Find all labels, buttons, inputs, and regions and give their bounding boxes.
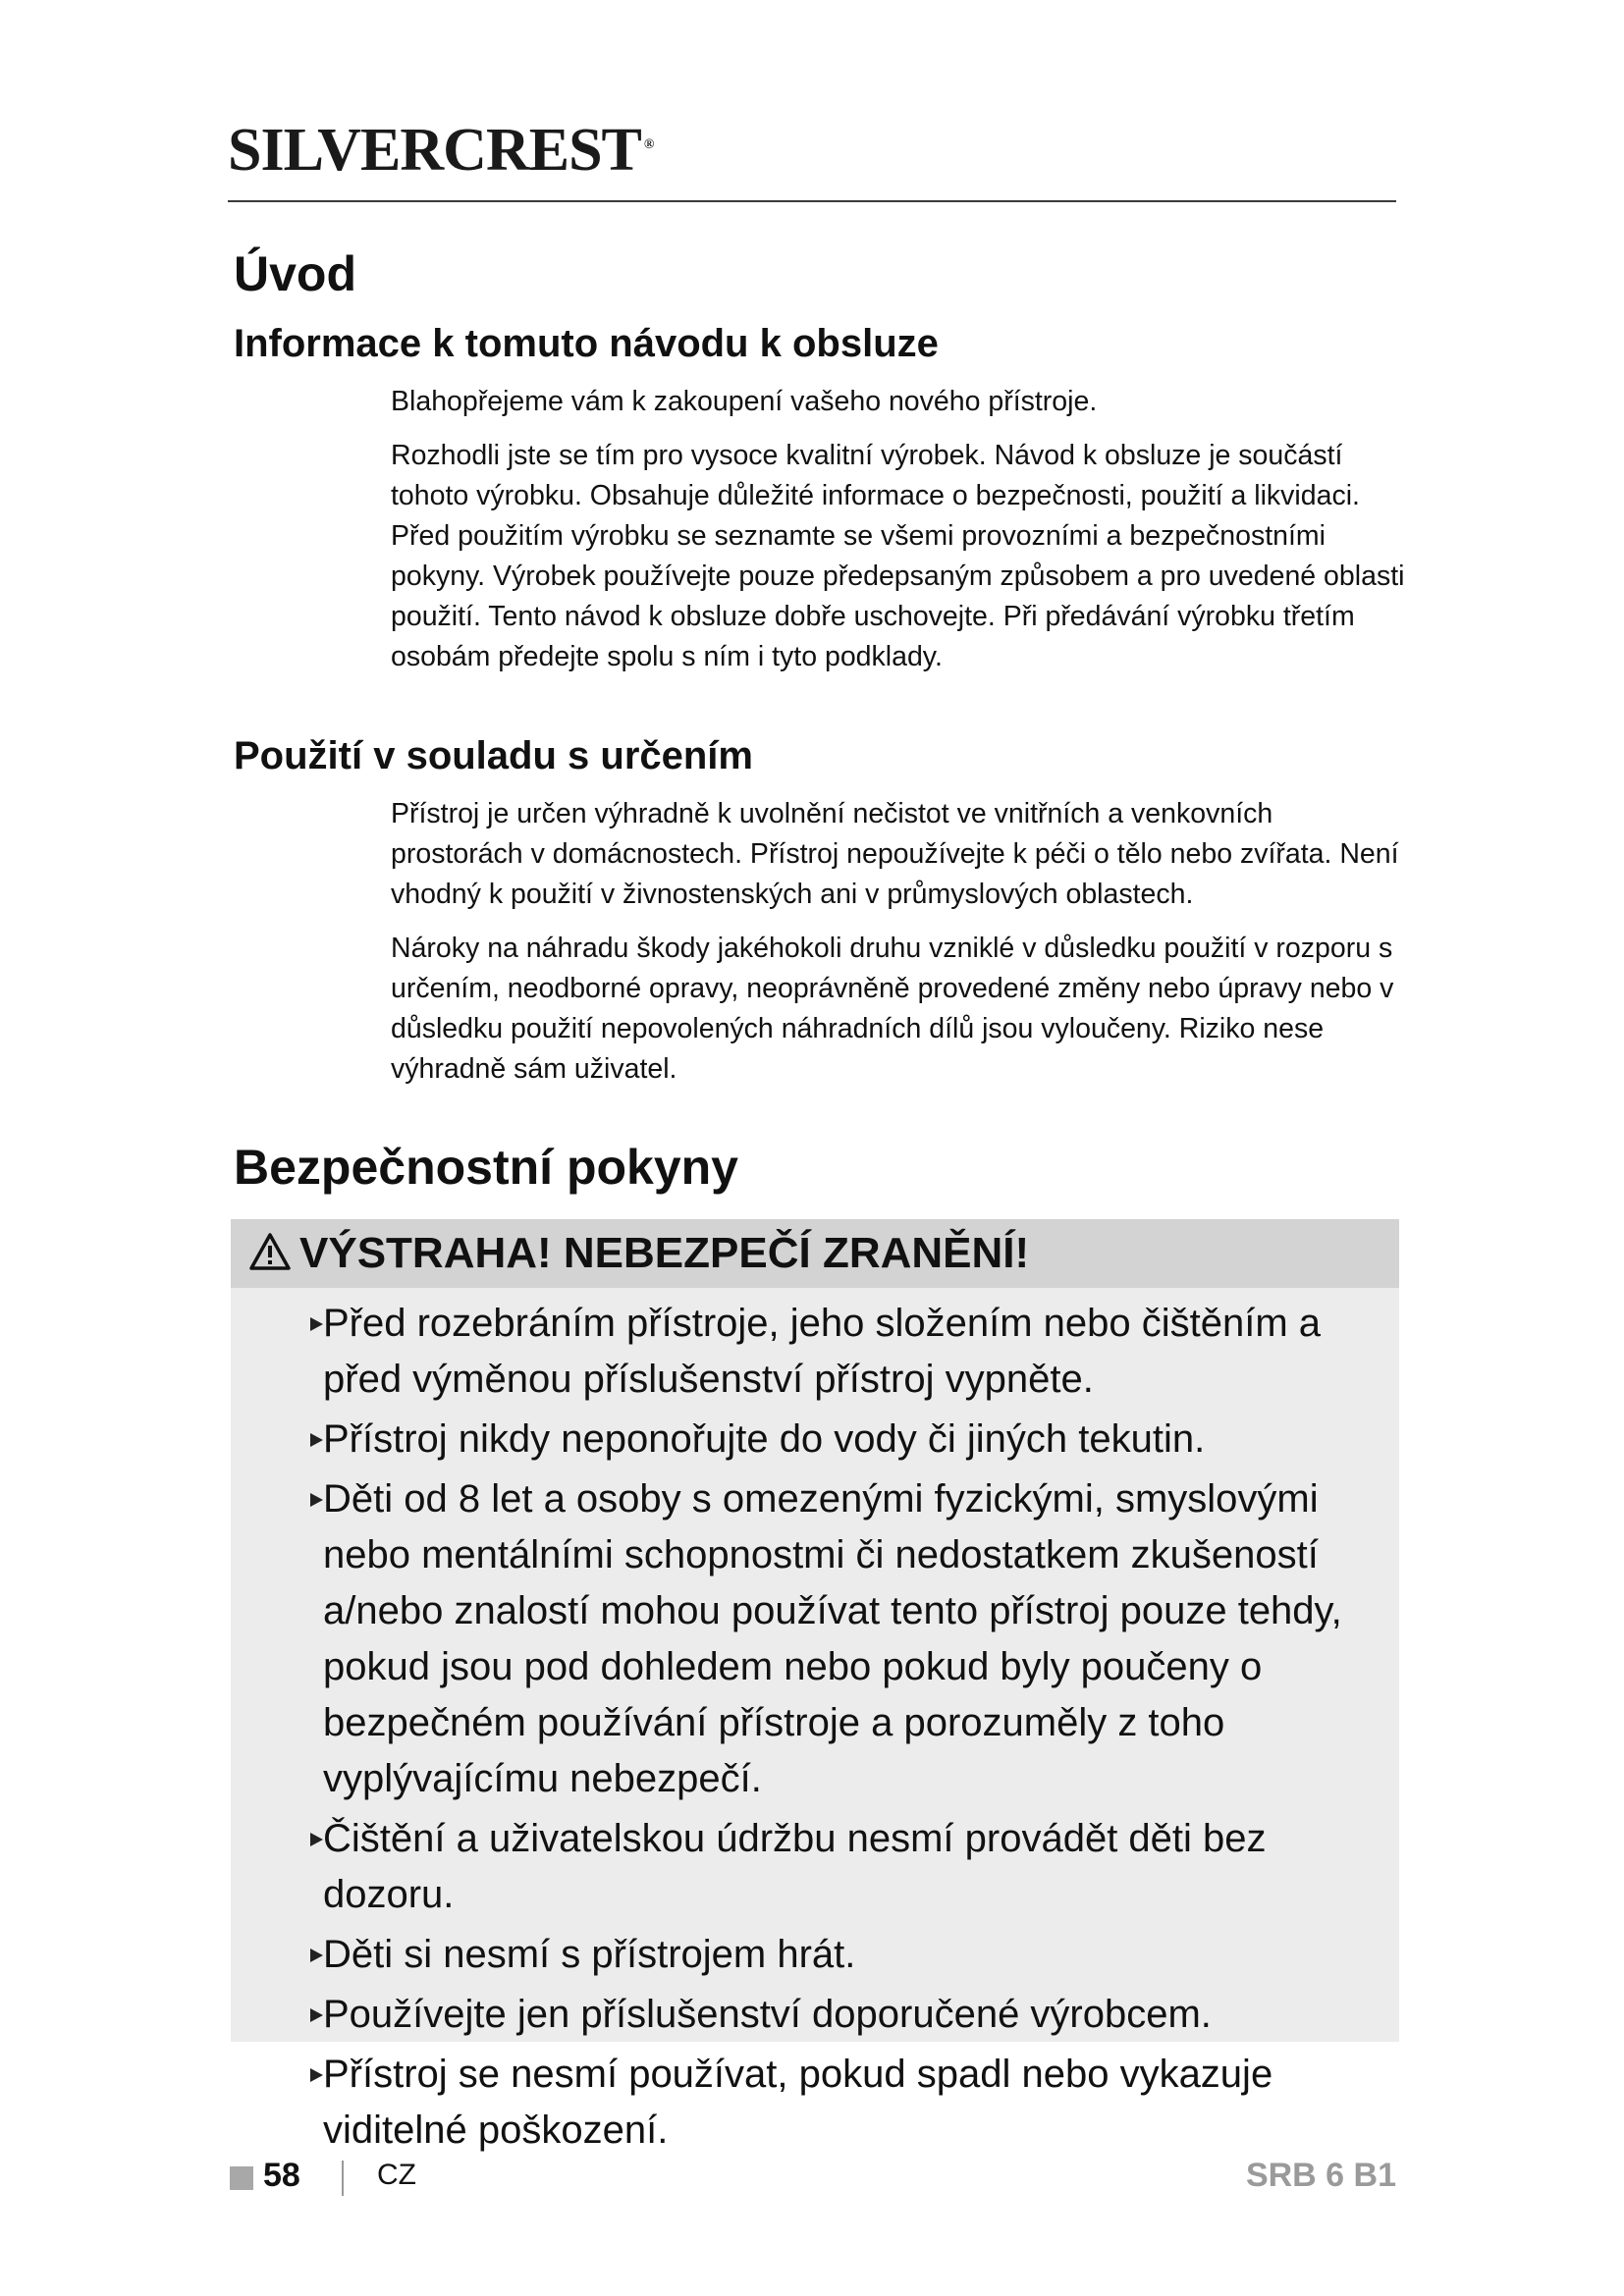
model-number: SRB 6 B1 [1245,2157,1396,2194]
list-item-text: Přístroj se nesmí používat, pokud spadl nebo vykazuje viditelné poškození. [323,2053,1273,2152]
bullet-arrow-icon [310,1317,323,1331]
bullet-arrow-icon [310,1493,323,1507]
bullet-arrow-icon [310,2008,323,2022]
paragraph: Přístroj je určen výhradně k uvolnění nečistot ve vnitřních a venkovních prostorách v domácnostech. Přístroj nepoužívejte k péči o tělo nebo zvířata. Není vhodný k použití v živnostenských ani v průmyslových oblastech. [391,798,1399,910]
page-footer [228,2155,1396,2202]
list-item [278,1811,1407,1923]
list-item-text: Používejte jen příslušenství doporučené výrobcem. [323,1993,1212,2036]
paragraph: Nároky na náhradu škody jakéhokoli druhu vzniklé v důsledku použití v rozporu s určením, neodborné opravy, neoprávněně provedené změny nebo úpravy nebo v důsledku použití nepovolených náhradních dílů jsou vyloučeny. Riziko nese výhradně sám uživatel. [391,933,1394,1085]
list-item-text: Děti od 8 let a osoby s omezenými fyzickými, smyslovými nebo mentálními schopnostmi či nedostatkem zkušeností a/nebo znalostí mohou používat tento přístroj pouze tehdy, pokud jsou pod dohledem nebo pokud byly poučeny o bezpečném používání přístroje a porozuměly z toho vyplývajícímu nebezpečí. [323,1477,1342,1800]
list-item-text: Děti si nesmí s přístrojem hrát. [323,1933,856,1976]
warning-title [248,1229,1029,1278]
section-body-intended-use [391,794,1412,1103]
warning-header [231,1219,1399,1288]
page-number: 58 [263,2157,300,2194]
warning-title-text: VÝSTRAHA! NEBEZPEČÍ ZRANĚNÍ! [299,1229,1030,1277]
warning-box [231,1219,1399,2152]
page-title-intro: Úvod [234,246,356,301]
list-item [278,1471,1407,1807]
list-item-text: Čištění a uživatelskou údržbu nesmí provádět děti bez dozoru. [323,1817,1267,1916]
brand-logo [228,116,653,186]
bullet-arrow-icon [310,1433,323,1447]
bullet-arrow-icon [310,2068,323,2082]
list-item-text: Před rozebráním přístroje, jeho složením nebo čištěním a před výměnou příslušenství přístroj vypněte. [323,1302,1322,1401]
section-heading-intended-use: Použití v souladu s určením [234,734,753,777]
list-item [278,2047,1407,2159]
section-heading-manual-info: Informace k tomuto návodu k obsluze [234,322,939,365]
brand-name: SILVERCREST [228,117,641,184]
list-item [278,1927,1407,1983]
paragraph: Rozhodli jste se tím pro vysoce kvalitní výrobek. Návod k obsluze je součástí tohoto výrobku. Obsahuje důležité informace o bezpečnosti, použití a likvidaci. Před použitím výrobku se seznamte se všemi provozními a bezpečnostními pokyny. Výrobek používejte pouze předepsaným způsobem a pro uvedené oblasti použití. Tento návod k obsluze dobře uschovejte. Při předávání výrobku třetím osobám předejte spolu s ním i tyto podklady. [391,440,1405,672]
page-title-safety: Bezpečnostní pokyny [234,1140,738,1195]
footer-divider [342,2161,344,2196]
section-body-manual-info [391,382,1412,691]
language-code: CZ [377,2159,416,2191]
bullet-arrow-icon [310,1833,323,1846]
list-item [278,1412,1407,1468]
footer-square-icon [230,2166,253,2190]
list-item-text: Přístroj nikdy neponořujte do vody či jiných tekutin. [323,1417,1206,1461]
list-item [278,1296,1407,1408]
registered-mark: ® [643,137,654,153]
list-item [278,1987,1407,2043]
paragraph: Blahopřejeme vám k zakoupení vašeho nového přístroje. [391,386,1098,417]
warning-triangle-icon [248,1232,292,1271]
header-rule [228,200,1396,202]
bullet-arrow-icon [310,1949,323,1962]
warning-list [278,1296,1407,2163]
